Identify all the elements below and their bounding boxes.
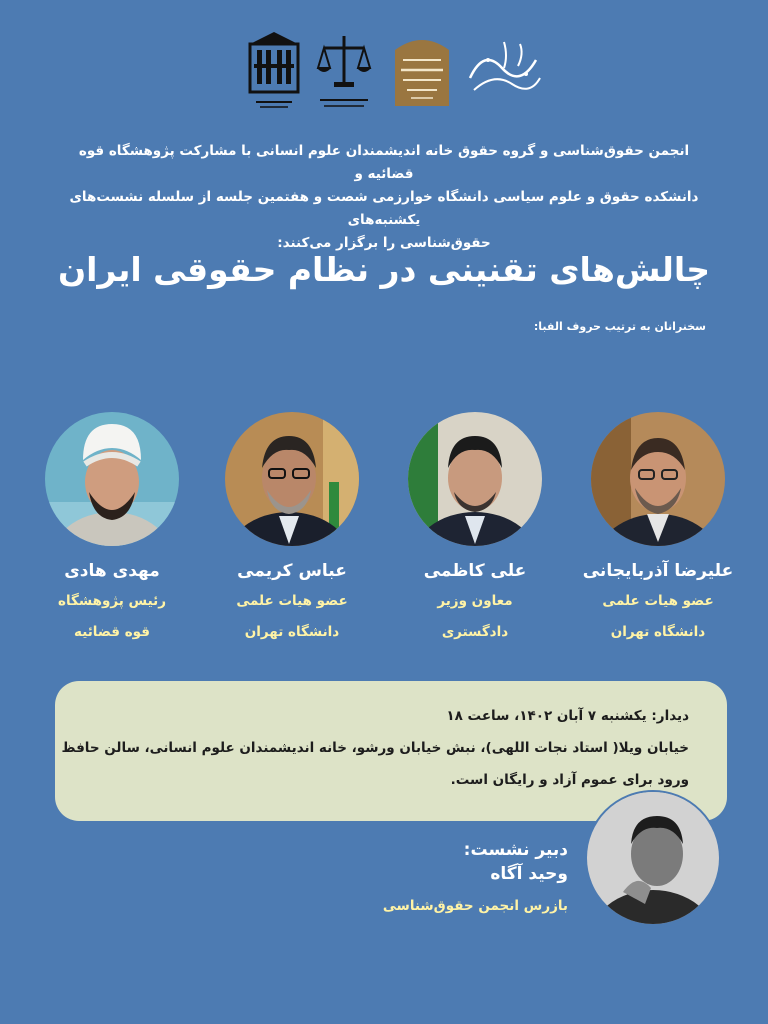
speaker-photo bbox=[45, 412, 179, 546]
speaker-affiliation: دانشگاه تهران bbox=[610, 624, 706, 640]
moderator-block bbox=[383, 838, 568, 920]
speaker-affiliation: دانشگاه تهران bbox=[244, 624, 340, 640]
house-of-humanities-thinkers-logo bbox=[395, 36, 449, 106]
speaker-card bbox=[197, 412, 387, 646]
speaker-card bbox=[17, 412, 207, 646]
event-date-time: دیدار: یکشنبه ۷ آبان ۱۴۰۲، ساعت ۱۸ bbox=[446, 708, 689, 724]
speaker-role: عضو هیات علمی bbox=[236, 593, 348, 609]
speaker-card bbox=[563, 412, 753, 646]
judiciary-research-institute-logo bbox=[314, 30, 374, 112]
speaker-affiliation: دادگستری bbox=[441, 624, 509, 640]
speaker-name: مهدی هادی bbox=[64, 561, 160, 581]
speaker-photo bbox=[591, 412, 725, 546]
speaker-name: علی کاظمی bbox=[423, 561, 527, 581]
event-address: خیابان ویلا( استاد نجات اللهی)، نبش خیابان ورشو، خانه اندیشمندان علوم انسانی، سالن حافظ bbox=[61, 740, 689, 756]
speaker-role: رئیس پژوهشگاه bbox=[58, 593, 166, 609]
intro-line: حقوق‌شناسی را برگزار می‌کنند: bbox=[277, 235, 491, 251]
speaker-name: علیرضا آذربایجانی bbox=[582, 561, 734, 581]
law-association-logo bbox=[464, 38, 544, 100]
kharazmi-university-logo bbox=[246, 30, 302, 112]
speaker-role: معاون وزیر bbox=[437, 593, 513, 609]
speaker-name: عباس کریمی bbox=[237, 561, 347, 581]
speaker-role: عضو هیات علمی bbox=[602, 593, 714, 609]
logo-bar bbox=[0, 30, 768, 120]
event-admission-note: ورود برای عموم آزاد و رایگان است. bbox=[450, 772, 689, 788]
moderator-label: دبیر نشست: bbox=[463, 840, 568, 860]
speaker-photo bbox=[408, 412, 542, 546]
intro-line: انجمن حقوق‌شناسی و گروه حقوق خانه اندیشمندان علوم انسانی با مشارکت پژوهشگاه قوه قضائیه و bbox=[78, 143, 690, 182]
intro-paragraph bbox=[60, 140, 708, 255]
speaker-affiliation: قوه قضائیه bbox=[74, 624, 150, 640]
intro-line: دانشکده حقوق و علوم سیاسی دانشگاه خوارزمی شصت و هفتمین جلسه از سلسله نشست‌های یکشنبه‌های bbox=[69, 189, 699, 228]
speaker-photo bbox=[225, 412, 359, 546]
speaker-card bbox=[380, 412, 570, 646]
moderator-role: بازرس انجمن حقوق‌شناسی bbox=[382, 898, 568, 914]
speakers-order-note: سخنرانان به ترتیب حروف الفبا: bbox=[533, 320, 706, 333]
moderator-name: وحید آگاه bbox=[490, 864, 568, 884]
event-title: چالش‌های تقنینی در نظام حقوقی ایران bbox=[57, 250, 711, 289]
moderator-photo bbox=[585, 790, 721, 926]
